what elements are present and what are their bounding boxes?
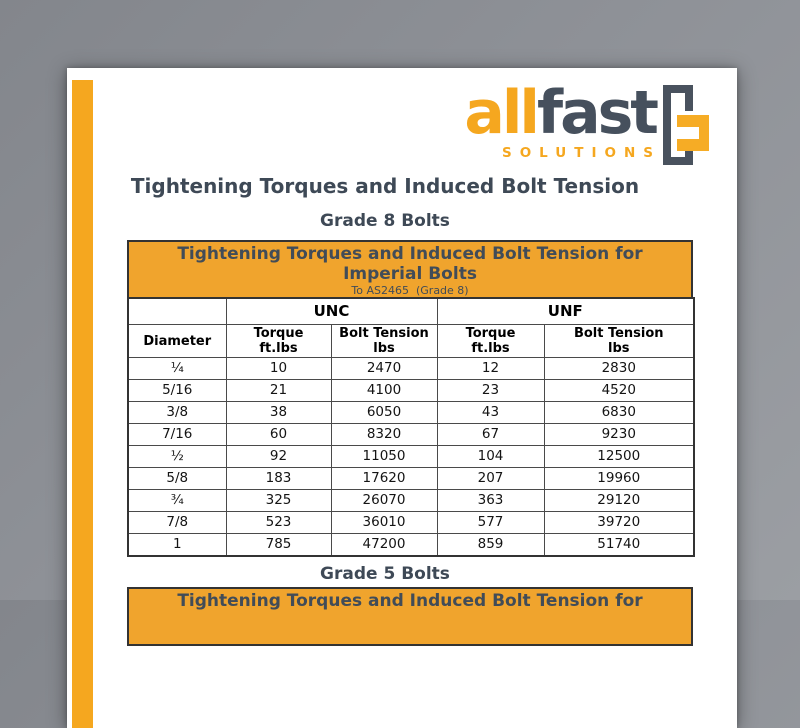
logo-word-all: all [464, 78, 537, 148]
thread-group-header-row [128, 298, 694, 325]
table-cell: 859 [437, 534, 544, 557]
interlocking-brackets-icon [663, 85, 709, 165]
table-cell: ¾ [128, 490, 226, 512]
banner-title-line1: Tightening Torques and Induced Bolt Tension for [177, 244, 643, 264]
table-cell: 104 [437, 446, 544, 468]
table-cell: 11050 [331, 446, 437, 468]
table-cell: 7/16 [128, 424, 226, 446]
grade8-torque-table [127, 297, 695, 557]
unf-group-header: UNF [437, 298, 694, 325]
table-row [128, 512, 694, 534]
table-cell: 577 [437, 512, 544, 534]
table-cell: 6830 [544, 402, 694, 424]
unf-tension-column-header: Bolt Tension lbs [544, 325, 694, 358]
table-cell: 4520 [544, 380, 694, 402]
table-row [128, 534, 694, 557]
table-cell: 523 [226, 512, 331, 534]
table-cell: 67 [437, 424, 544, 446]
table-cell: 2830 [544, 358, 694, 380]
table-cell: 7/8 [128, 512, 226, 534]
banner-title-line1: Tightening Torques and Induced Bolt Tension for [177, 591, 643, 611]
table-row [128, 380, 694, 402]
table-cell: 21 [226, 380, 331, 402]
banner-title-line2: Imperial Bolts [343, 264, 477, 284]
table-row [128, 402, 694, 424]
table-cell: 92 [226, 446, 331, 468]
table-cell: 5/16 [128, 380, 226, 402]
table-cell: 2470 [331, 358, 437, 380]
table-cell: 9230 [544, 424, 694, 446]
grade8-table-body [128, 358, 694, 557]
grade5-table-banner [127, 587, 693, 646]
table-cell: 785 [226, 534, 331, 557]
table-cell: 23 [437, 380, 544, 402]
table-cell: 12 [437, 358, 544, 380]
table-cell: 39720 [544, 512, 694, 534]
grade5-heading: Grade 5 Bolts [320, 564, 450, 584]
table-cell: 8320 [331, 424, 437, 446]
table-cell: 36010 [331, 512, 437, 534]
table-cell: 47200 [331, 534, 437, 557]
table-cell: 6050 [331, 402, 437, 424]
table-row [128, 468, 694, 490]
table-cell: 325 [226, 490, 331, 512]
table-cell: 19960 [544, 468, 694, 490]
empty-header-cell [128, 298, 226, 325]
logo-word-fast: fast [537, 78, 656, 148]
document-page [67, 68, 737, 728]
table-cell: 183 [226, 468, 331, 490]
table-cell: 363 [437, 490, 544, 512]
table-cell: 38 [226, 402, 331, 424]
unc-group-header: UNC [226, 298, 437, 325]
table-cell: 1 [128, 534, 226, 557]
table-cell: 51740 [544, 534, 694, 557]
table-cell: 12500 [544, 446, 694, 468]
banner-standard-note: To AS2465 (Grade 8) [351, 284, 469, 297]
table-row [128, 490, 694, 512]
table-cell: 207 [437, 468, 544, 490]
logo-wordmark [464, 78, 661, 161]
logo-subtitle: SOLUTIONS [501, 145, 661, 161]
logo-wordmark-text [464, 78, 656, 148]
table-row [128, 424, 694, 446]
table-cell: 60 [226, 424, 331, 446]
table-cell: 17620 [331, 468, 437, 490]
grade8-heading: Grade 8 Bolts [320, 211, 450, 231]
grade8-table-banner [127, 240, 693, 299]
unc-torque-column-header: Torque ft.lbs [226, 325, 331, 358]
table-cell: ½ [128, 446, 226, 468]
diameter-column-header: Diameter [128, 325, 226, 358]
table-cell: 5/8 [128, 468, 226, 490]
table-cell: 29120 [544, 490, 694, 512]
table-cell: 26070 [331, 490, 437, 512]
table-row [128, 446, 694, 468]
table-cell: 4100 [331, 380, 437, 402]
table-cell: 43 [437, 402, 544, 424]
unc-tension-column-header: Bolt Tension lbs [331, 325, 437, 358]
column-header-row [128, 325, 694, 358]
table-cell: ¼ [128, 358, 226, 380]
table-cell: 10 [226, 358, 331, 380]
allfast-logo [464, 78, 709, 165]
page-title: Tightening Torques and Induced Bolt Tension [130, 174, 640, 198]
unf-torque-column-header: Torque ft.lbs [437, 325, 544, 358]
table-cell: 3/8 [128, 402, 226, 424]
table-row [128, 358, 694, 380]
